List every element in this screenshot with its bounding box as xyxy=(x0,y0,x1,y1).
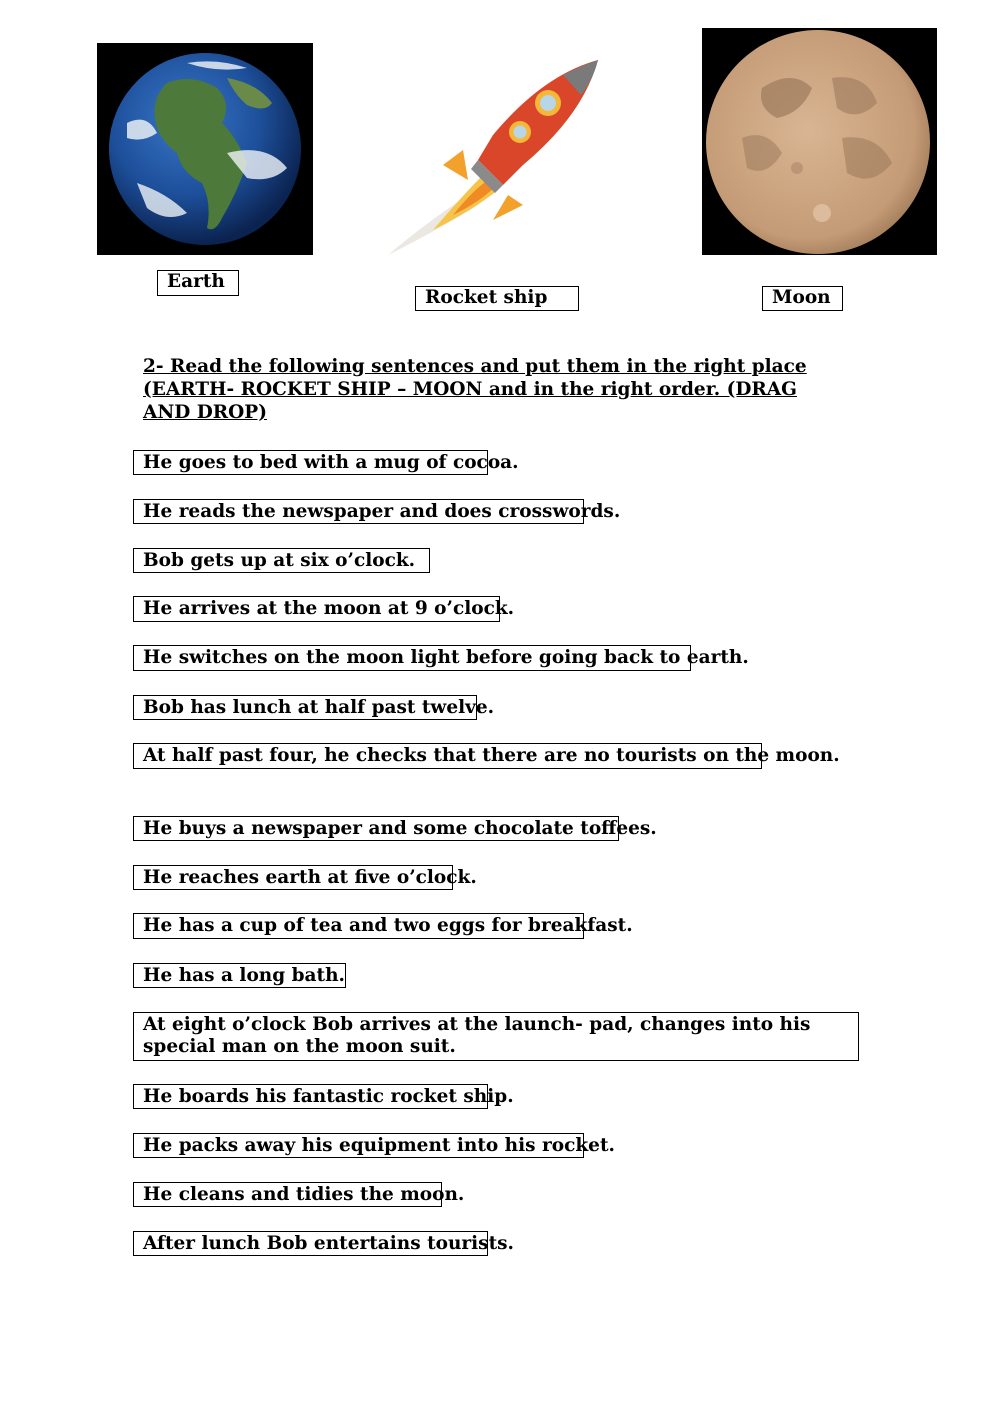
rocket-image xyxy=(383,55,608,260)
sentence-card[interactable]: He reads the newspaper and does crosswords. xyxy=(133,499,584,524)
moon-image xyxy=(702,28,937,255)
earth-image xyxy=(97,43,313,255)
rocket-ship-label: Rocket ship xyxy=(415,286,579,311)
sentence-card[interactable]: He arrives at the moon at 9 o’clock. xyxy=(133,596,500,622)
sentence-card[interactable]: After lunch Bob entertains tourists. xyxy=(133,1231,488,1256)
sentence-card[interactable]: Bob has lunch at half past twelve. xyxy=(133,695,477,720)
moon-icon xyxy=(702,28,937,255)
sentence-card[interactable]: He buys a newspaper and some chocolate toffees. xyxy=(133,816,619,841)
earth-label: Earth xyxy=(157,270,239,296)
sentence-card[interactable]: At eight o’clock Bob arrives at the launch- pad, changes into his special man on the moon suit. xyxy=(133,1012,859,1061)
rocket-ship-icon xyxy=(383,55,608,260)
instruction-text: 2- Read the following sentences and put them in the right place (EARTH- ROCKET SHIP – MOON and in the right order. (DRAG AND DROP) xyxy=(143,356,807,423)
sentence-card[interactable]: He reaches earth at five o’clock. xyxy=(133,865,453,890)
sentence-card[interactable]: He packs away his equipment into his rocket. xyxy=(133,1133,584,1158)
moon-label: Moon xyxy=(762,286,843,311)
sentence-card[interactable]: He has a long bath. xyxy=(133,963,346,988)
sentence-card[interactable]: He goes to bed with a mug of cocoa. xyxy=(133,450,488,475)
sentence-card[interactable]: He switches on the moon light before going back to earth. xyxy=(133,645,691,671)
earth-icon xyxy=(97,43,313,255)
sentence-card[interactable]: He boards his fantastic rocket ship. xyxy=(133,1084,488,1109)
sentence-card[interactable]: He has a cup of tea and two eggs for breakfast. xyxy=(133,913,584,939)
sentence-card[interactable]: Bob gets up at six o’clock. xyxy=(133,548,430,573)
sentence-card[interactable]: At half past four, he checks that there are no tourists on the moon. xyxy=(133,743,762,769)
sentence-card[interactable]: He cleans and tidies the moon. xyxy=(133,1182,442,1207)
